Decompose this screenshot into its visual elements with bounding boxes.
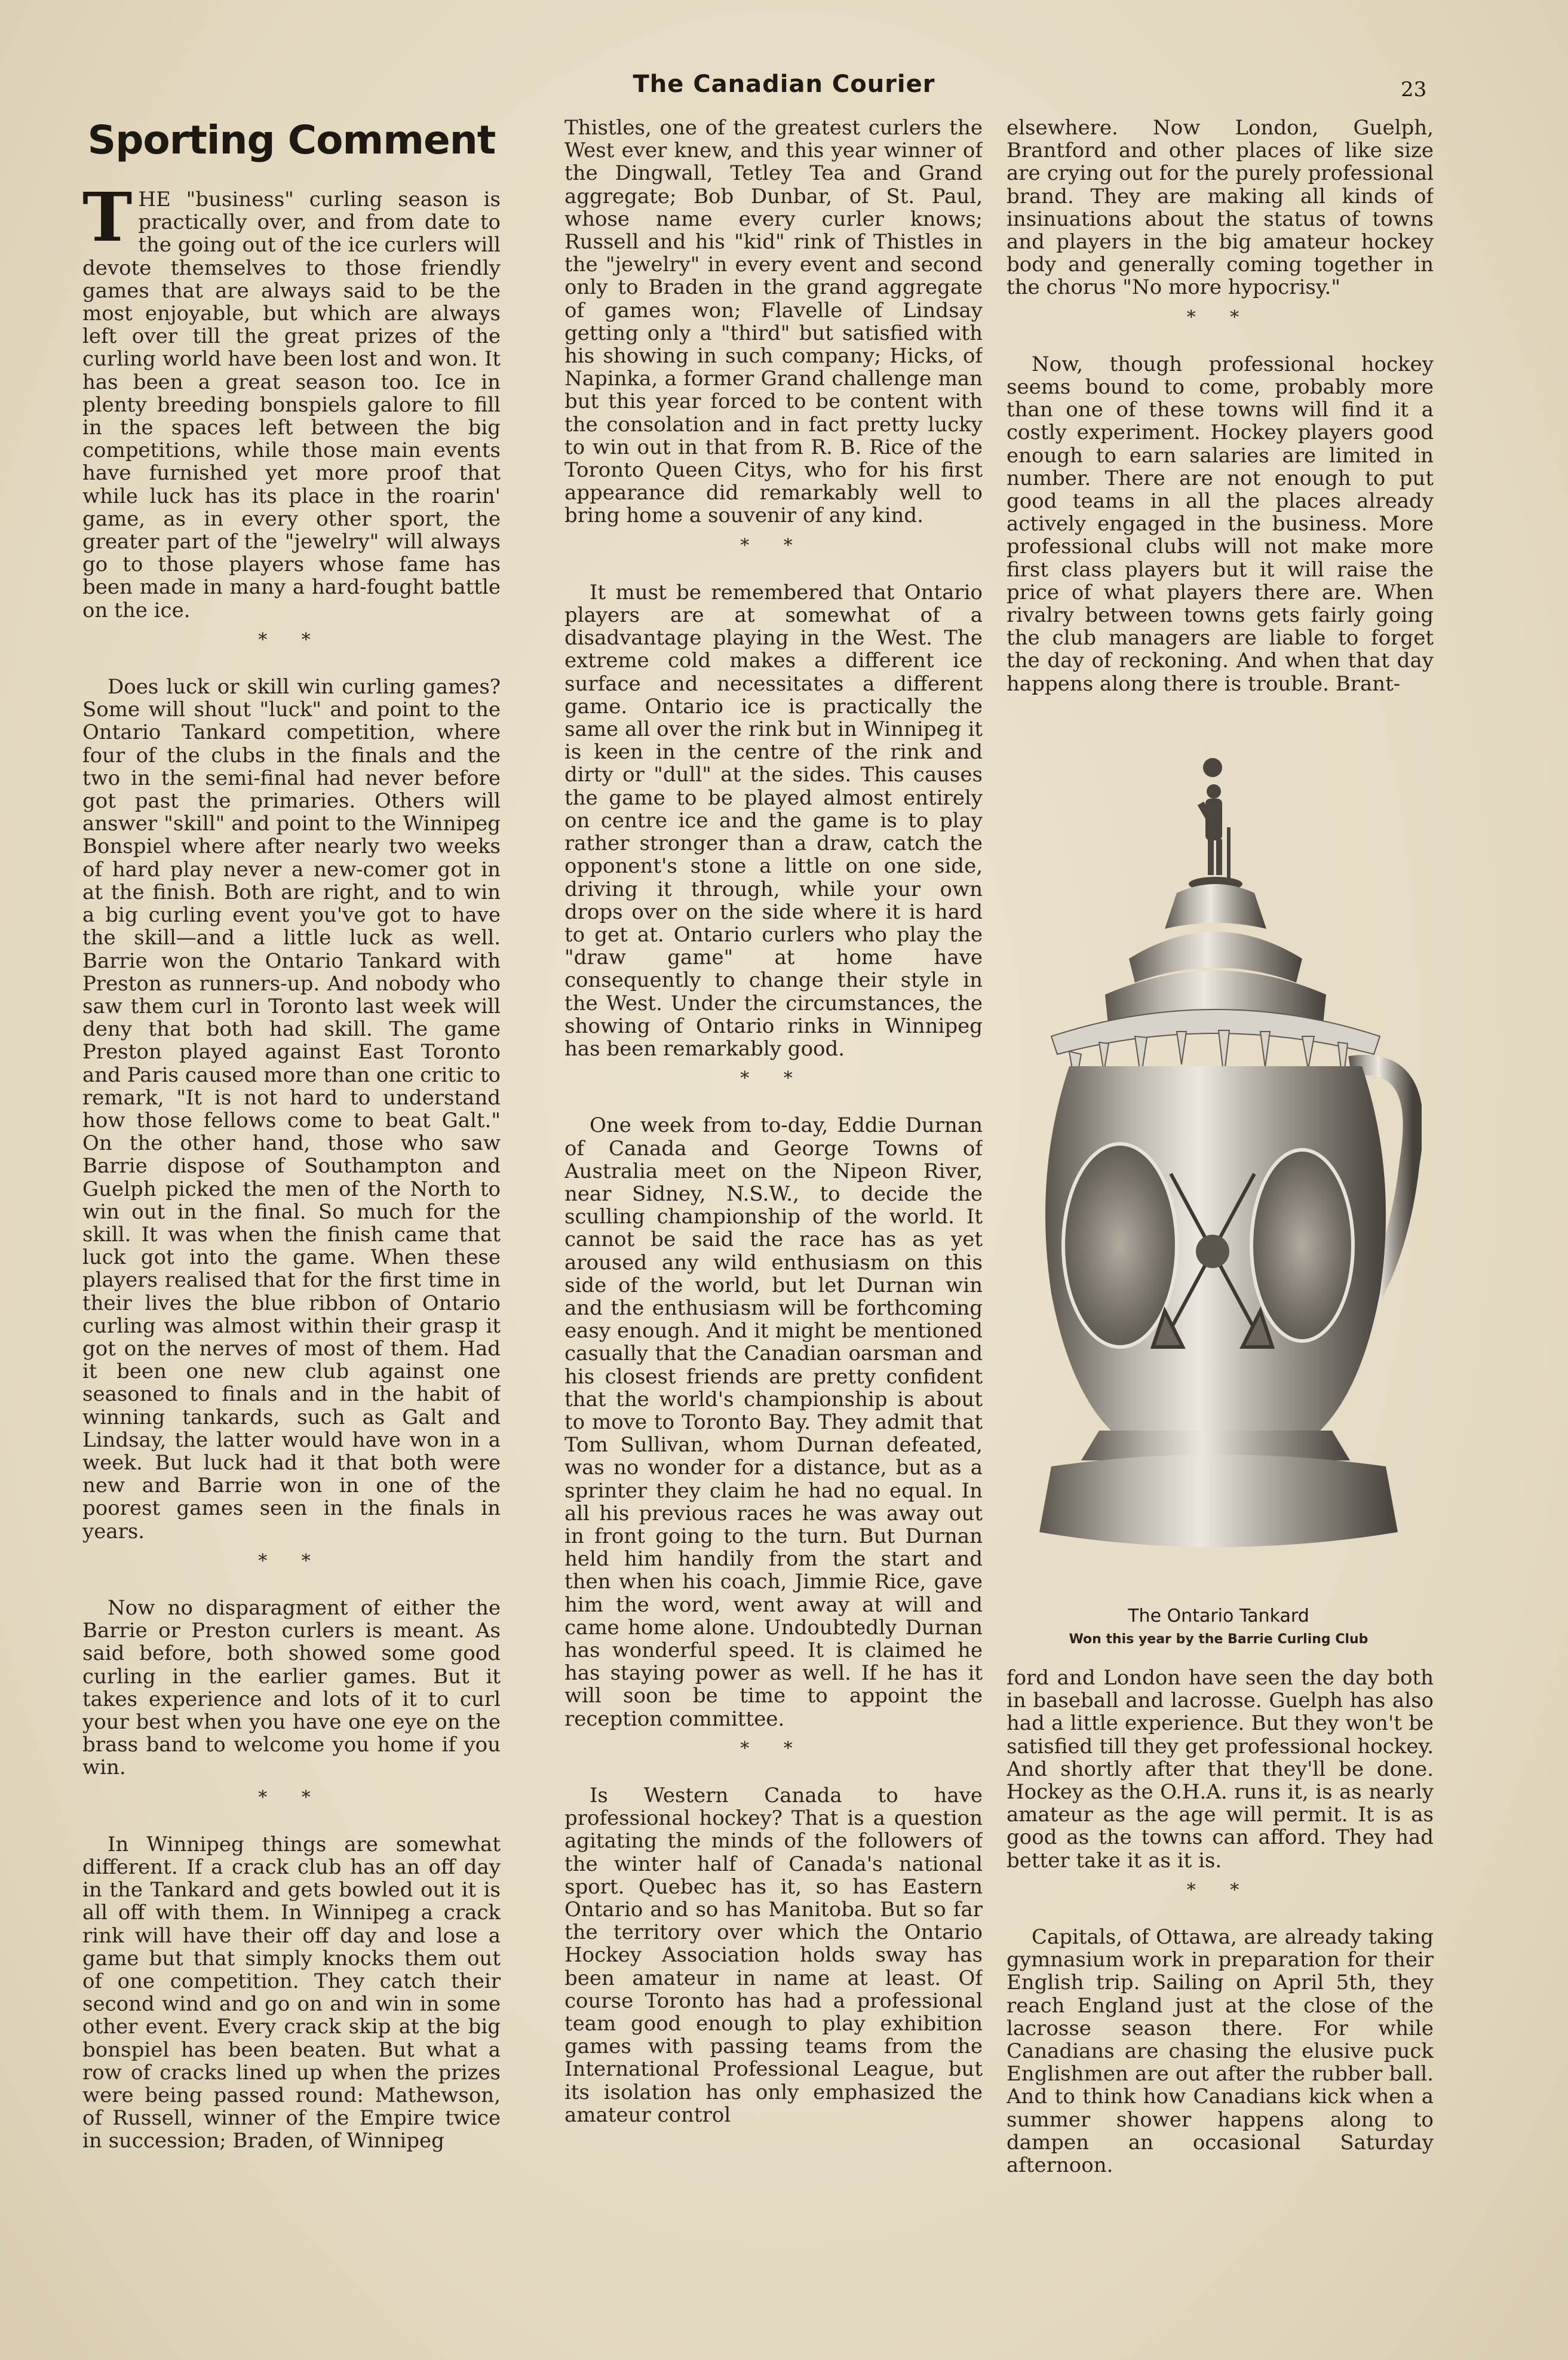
paragraph: Thistles, one of the greatest curlers the West ever knew, and this year winner of the Dingwall, Tetley Tea and Grand aggregate; Bob Dunbar, of St. Paul, whose name every curler knows; Russell and his "kid" rink of Thistles in the "jewelry" in every event and second only to Braden in the grand aggregate of games won; Flavelle of Lindsay getting only a "third" but satisfied with his showing in such company; Hicks, of Napinka, a former Grand challenge man but this year forced to be content with the consolation and in fact pretty lucky to win out in that from R. B. Rice of the Toronto Queen Citys, who for his first appearance did remarkably well to bring home a souvenir of any kind. [564, 116, 983, 528]
section-separator: * * [740, 1738, 807, 1759]
figurine [1189, 758, 1242, 899]
section-separator: * * [258, 1550, 325, 1572]
paragraph: Capitals, of Ottawa, are already taking gymnasium work in preparation for their English trip. Sailing on April 5th, they reach England just at the close of the lacrosse season there. For while Canadians are chasing the elusive puck Englishmen are out after the rubber ball. And to think how Canadians kick when a summer shower happens along to dampen an occasional Saturday afternoon. [1007, 1925, 1434, 2178]
drop-cap: T [82, 179, 133, 257]
section-separator: * * [258, 1787, 325, 1808]
column-2 [564, 116, 983, 2243]
paragraph: It must be remembered that Ontario players are at somewhat of a disadvantage playing in the West. The extreme cold makes a different ice surface and necessitates a different game. Ontario ice is practically the same all over the rink but in Winnipeg it is keen in the centre of the rink and dirty or "dull" at the sides. This causes the game to be played almost entirely on centre ice and the game is to play rather stronger than a draw, catch the opponent's stone a little on one side, driving it through, while your own drops over on the side where it is hard to get at. Ontario curlers who play the "draw game" at home have consequently to change their style in the West. Under the circumstances, the showing of Ontario rinks in Winnipeg has been remarkably good. [564, 580, 983, 1061]
column-3-top [1007, 116, 1434, 791]
paragraph: Is Western Canada to have professional hockey? That is a question agitating the minds of the followers of the winter half of Canada's national sport. Quebec has it, so has Eastern Ontario and so has Manitoba. But so far the territory over which the Ontario Hockey Association holds sway has been amateur in name at least. Of course Toronto has had a professional team good enough to play exhibition games with passing teams from the International Professional League, but its isolation has only emphasized the amateur control [564, 1784, 983, 2127]
paragraph: elsewhere. Now London, Guelph, Brantford and other places of like size are crying out for the purely professional brand. They are making all kinds of insinuations about the status of towns and players in the big amateur hockey body and generally coming together in the chorus "No more hypocrisy." [1007, 116, 1434, 300]
article-title: Sporting Comment [87, 117, 496, 163]
paragraph: THE "business" curling season is practically over, and from date to the going out of the ice curlers will devote themselves to those friendly games that are always said to be the most enjoyable, but which are always left over till the great prizes of the curling world have been lost and won. It has been a great season too. Ice in plenty breeding bonspiels galore to fill in the spaces left between the big competitions, while those main events have furnished yet more proof that while luck has its place in the roarin' game, as in every other sport, the greater part of the "jewelry" will always go to those players whose fame has been made in many a hard-fought battle on the ice. [82, 179, 501, 622]
paragraph: Now, though professional hockey seems bound to come, probably more than one of these towns will find it a costly experiment. Hockey players good enough to earn salaries are limited in number. There are not enough to put good teams in all the places already actively engaged in the business. More professional clubs will not make more first class players but it will raise the price of what players there are. When rivalry between towns gets fairly going the club managers are liable to forget the day of reckoning. And when that day happens along there is trouble. Brant- [1007, 352, 1434, 696]
figure-caption-subtitle: Won this year by the Barrie Curling Club [1069, 1632, 1368, 1647]
paragraph: ford and London have seen the day both in baseball and lacrosse. Guelph has also had a little experience. But they won't be satisfied till they get professional hockey. And shortly after that they'll be done. Hockey as the O.H.A. runs it, is as nearly amateur as the age will permit. It is as good as the towns can afford. They had better take it as it is. [1007, 1667, 1434, 1873]
ontario-tankard-image [1015, 756, 1422, 1592]
section-separator: * * [258, 629, 325, 650]
page-number: 23 [1401, 78, 1427, 102]
running-head: The Canadian Courier [633, 70, 935, 98]
section-separator: * * [740, 1068, 807, 1090]
figure-caption-title: The Ontario Tankard [1128, 1606, 1309, 1626]
section-separator: * * [740, 535, 807, 556]
column-1 [82, 116, 501, 2243]
section-separator: * * [1186, 1879, 1254, 1901]
section-separator: * * [1186, 306, 1254, 328]
column-3-bottom [1007, 1667, 1434, 2240]
paragraph: Now no disparagment of either the Barrie or Preston curlers is meant. As said before, both showed some good curling in the earlier games. But it takes experience and lots of it to curl your best when you have one eye on the brass band to welcome you home if you win. [82, 1595, 501, 1780]
paragraph: Does luck or skill win curling games? Some will shout "luck" and point to the Ontario Tankard competition, where four of the clubs in the finals and the two in the semi-final had never before got past the primaries. Others will answer "skill" and point to the Winnipeg Bonspiel where after nearly two weeks of hard play never a new-comer got in at the finish. Both are right, and to win a big curling event you've got to have the skill—and a little luck as well. Barrie won the Ontario Tankard with Preston as runners-up. And nobody who saw them curl in Toronto last week will deny that both had skill. The game Preston played against East Toronto and Paris caused more than one critic to remark, "It is not hard to understand how those fellows come to beat Galt." On the other hand, those who saw Barrie dispose of Southampton and Guelph picked the men of the North to win out in the final. So much for the skill. It was when the finish came that luck got into the game. When these players realised that for the first time in their lives the blue ribbon of Ontario curling was almost within their grasp it got on the nerves of most of them. Had it been one new club against one seasoned to finals and in the habit of winning tankards, such as Galt and Lindsay, the latter would have won in a week. But luck had it that both were new and Barrie won in one of the poorest games seen in the finals in years. [82, 675, 501, 1543]
paragraph: In Winnipeg things are somewhat different. If a crack club has an off day in the Tankard and gets bowled out it is all off with them. In Winnipeg a crack rink will have their off day and lose a game but that simply knocks them out of one competition. They catch their second wind and go on and win in some other event. Every crack skip at the big bonspiel has been beaten. But what a row of cracks lined up when the prizes were being passed round: Mathewson, of Russell, winner of the Empire twice in succession; Braden, of Winnipeg [82, 1832, 501, 2153]
paragraph: One week from to-day, Eddie Durnan of Canada and George Towns of Australia meet on the Nipeon River, near Sidney, N.S.W., to decide the sculling championship of the world. It cannot be said the race has as yet aroused any wild enthusiasm on this side of the world, but let Durnan win and the enthusiasm will be forthcoming easy enough. And it might be mentioned casually that the Canadian oarsman and his closest friends are pretty confident that the world's championship is about to move to Toronto Bay. They admit that Tom Sullivan, whom Durnan defeated, was no wonder for a distance, but as a sprinter they claim he had no equal. In all his previous races he was away out in front going to the turn. But Durnan held him handily from the start and then when his coach, Jimmie Rice, gave him the word, went away at will and came home alone. Undoubtedly Durnan has wonderful speed. It is claimed he has staying power as well. If he has it will soon be time to appoint the reception committee. [564, 1113, 983, 1731]
